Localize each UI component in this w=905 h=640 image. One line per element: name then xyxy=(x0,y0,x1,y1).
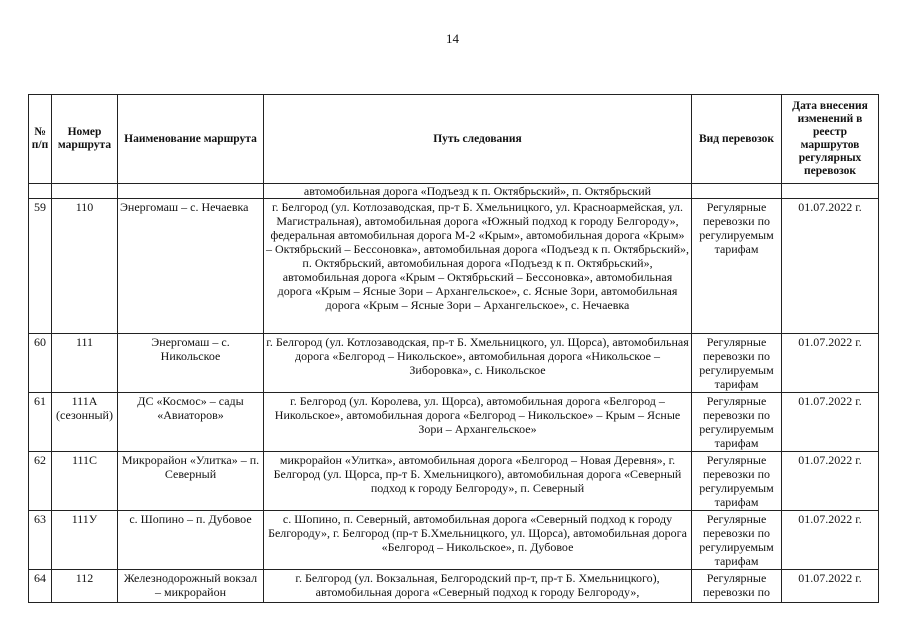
row-num: 63 xyxy=(29,511,52,570)
row-num: 61 xyxy=(29,393,52,452)
row-path: г. Белгород (ул. Королева, ул. Щорса), автомобильная дорога «Белгород – Никольское», автомобильная дорога «Белгород – Никольское» – Крым – Ясные Зори – Архангельское» xyxy=(264,393,692,452)
row-num: 62 xyxy=(29,452,52,511)
row-path: г. Белгород (ул. Котлозаводская, пр-т Б. Хмельницкого, ул. Красноармейская, ул. Магистральная), автомобильная дорога «Южный подход к городу Белгороду», федеральная автомобильная дорога М-2 «Крым», автомобильная дорога «Крым» – Октябрьский – Бессоновка», автомобильная дорога «Подъезд к п. Октябрьский», п. Октябрьский, автомобильная дорога «Подъезд к п. Октябрьский», автомобильная дорога «Крым – Октябрьский – Бессоновка», автомобильная дорога «Крым – Ясные Зори – Архангельское», с. Ясные Зори, автомобильная дорога «Крым – Ясные Зори – Архангельское», с. Нечаевка xyxy=(264,199,692,334)
row-num: 59 xyxy=(29,199,52,334)
row-route-name: Железнодорожный вокзал – микрорайон xyxy=(118,570,264,603)
row-route-number: 110 xyxy=(52,199,118,334)
row-path: микрорайон «Улитка», автомобильная дорога «Белгород – Новая Деревня», г. Белгород (ул. Щорса, пр-т Б. Хмельницкого), автомобильная дорога «Северный подход к городу Белгороду», п. Северный xyxy=(264,452,692,511)
row-path: г. Белгород (ул. Котлозаводская, пр-т Б. Хмельницкого, ул. Щорса), автомобильная дорога «Белгород – Никольское», автомобильная дорога «Никольское – Зиборовка», с. Никольское xyxy=(264,334,692,393)
table-row xyxy=(29,393,879,452)
row-route-number: 112 xyxy=(52,570,118,603)
row-transport-type: Регулярные перевозки по регулируемым тарифам xyxy=(692,511,782,570)
row-route-name: Микрорайон «Улитка» – п. Северный xyxy=(118,452,264,511)
row-path: г. Белгород (ул. Вокзальная, Белгородский пр-т, пр-т Б. Хмельницкого), автомобильная дорога «Северный подход к городу Белгороду», xyxy=(264,570,692,603)
table-row xyxy=(29,452,879,511)
row-date: 01.07.2022 г. xyxy=(782,511,879,570)
routes-table xyxy=(28,94,879,603)
continuation-path: автомобильная дорога «Подъезд к п. Октябрьский», п. Октябрьский xyxy=(264,184,692,199)
table-row xyxy=(29,570,879,603)
row-transport-type: Регулярные перевозки по регулируемым тарифам xyxy=(692,334,782,393)
page-number: 14 xyxy=(446,31,459,46)
header-date: Дата внесения изменений в реестр маршрутов регулярных перевозок xyxy=(782,95,879,184)
row-num: 60 xyxy=(29,334,52,393)
row-route-number: 111С xyxy=(52,452,118,511)
row-date: 01.07.2022 г. xyxy=(782,452,879,511)
row-route-number: 111У xyxy=(52,511,118,570)
table-row xyxy=(29,511,879,570)
row-route-name: с. Шопино – п. Дубовое xyxy=(118,511,264,570)
row-transport-type: Регулярные перевозки по xyxy=(692,570,782,603)
row-path: с. Шопино, п. Северный, автомобильная дорога «Северный подход к городу Белгороду», г. Белгород (пр-т Б.Хмельницкого, ул. Щорса), автомобильная дорога «Белгород – Никольское», п. Дубовое xyxy=(264,511,692,570)
header-num: № п/п xyxy=(29,95,52,184)
header-route-name: Наименование маршрута xyxy=(118,95,264,184)
header-transport-type: Вид перевозок xyxy=(692,95,782,184)
table-row xyxy=(29,199,879,334)
row-date: 01.07.2022 г. xyxy=(782,393,879,452)
table-row xyxy=(29,334,879,393)
row-transport-type: Регулярные перевозки по регулируемым тарифам xyxy=(692,393,782,452)
header-route-number: Номер маршрута xyxy=(52,95,118,184)
row-date: 01.07.2022 г. xyxy=(782,199,879,334)
row-transport-type: Регулярные перевозки по регулируемым тарифам xyxy=(692,452,782,511)
row-num: 64 xyxy=(29,570,52,603)
row-route-number: 111А (сезонный) xyxy=(52,393,118,452)
header-path: Путь следования xyxy=(264,95,692,184)
continuation-row xyxy=(29,184,879,199)
table-header-row xyxy=(29,95,879,184)
row-date: 01.07.2022 г. xyxy=(782,334,879,393)
row-route-name: Энергомаш – с. Нечаевка xyxy=(118,199,264,334)
row-transport-type: Регулярные перевозки по регулируемым тарифам xyxy=(692,199,782,334)
row-route-name: ДС «Космос» – сады «Авиаторов» xyxy=(118,393,264,452)
row-date: 01.07.2022 г. xyxy=(782,570,879,603)
row-route-number: 111 xyxy=(52,334,118,393)
row-route-name: Энергомаш – с. Никольское xyxy=(118,334,264,393)
